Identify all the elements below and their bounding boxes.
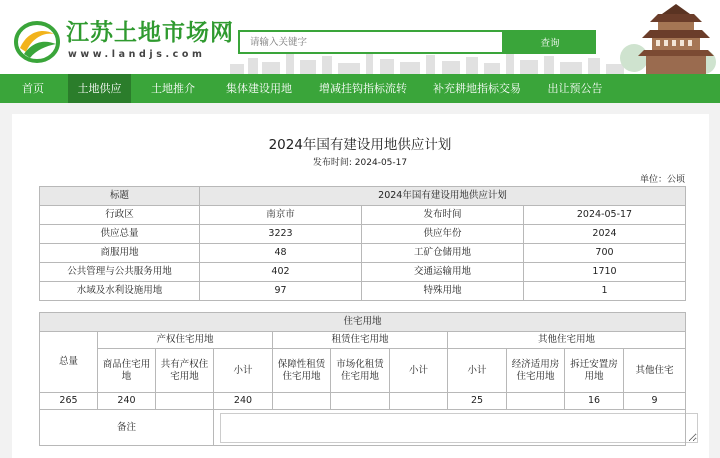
site-header (0, 0, 720, 74)
table-cell: 9 (624, 393, 686, 410)
table-row (40, 225, 686, 244)
column-header: 其他住宅 (624, 349, 686, 393)
column-header: 小计 (390, 349, 448, 393)
table-cell: 240 (214, 393, 273, 410)
table-row (40, 313, 686, 332)
table-cell: 交通运输用地 (362, 263, 524, 282)
table-row (40, 206, 686, 225)
housing-land-table (39, 312, 686, 446)
search-button[interactable]: 查询 (504, 30, 596, 54)
table-row (40, 244, 686, 263)
title-value-cell: 2024年国有建设用地供应计划 (200, 187, 686, 206)
site-title: 江苏土地市场网 (66, 20, 234, 46)
table-row (40, 349, 686, 393)
search-input[interactable] (238, 30, 504, 54)
site-url: www.landjs.com (68, 49, 206, 60)
main-nav (0, 74, 720, 103)
group-header-property: 产权住宅用地 (98, 332, 273, 349)
total-label-cell: 总量 (40, 332, 98, 393)
publish-date: 2024-05-17 (354, 158, 408, 168)
table-cell: 1710 (524, 263, 686, 282)
table-cell: 1 (524, 282, 686, 301)
table-cell (156, 393, 214, 410)
publish-label: 发布时间: (312, 158, 352, 168)
column-header: 拆迁安置房用地 (565, 349, 624, 393)
table-cell: 特殊用地 (362, 282, 524, 301)
column-header: 小计 (448, 349, 507, 393)
column-header: 小计 (214, 349, 273, 393)
table-cell: 南京市 (200, 206, 362, 225)
nav-item-collective-land[interactable]: 集体建设用地 (226, 82, 292, 95)
remark-cell (214, 410, 686, 446)
column-header: 经济适用房住宅用地 (507, 349, 565, 393)
table-cell: 240 (98, 393, 156, 410)
table-cell: 3223 (200, 225, 362, 244)
table-cell: 公共管理与公共服务用地 (40, 263, 200, 282)
table-row (40, 187, 686, 206)
table-cell: 供应总量 (40, 225, 200, 244)
column-header: 共有产权住宅用地 (156, 349, 214, 393)
table-cell (273, 393, 331, 410)
table-cell (390, 393, 448, 410)
group-header-other: 其他住宅用地 (448, 332, 686, 349)
column-header: 市场化租赁住宅用地 (331, 349, 390, 393)
table-cell: 16 (565, 393, 624, 410)
table-cell (331, 393, 390, 410)
nav-item-pre-announcement[interactable]: 出让预公告 (547, 82, 603, 95)
table-cell: 工矿仓储用地 (362, 244, 524, 263)
publish-info (0, 155, 720, 168)
page-title: 2024年国有建设用地供应计划 (268, 137, 452, 153)
table-cell: 2024-05-17 (524, 206, 686, 225)
table-cell: 水域及水利设施用地 (40, 282, 200, 301)
remark-textarea[interactable] (220, 413, 698, 443)
group-header-rental: 租赁住宅用地 (273, 332, 448, 349)
table-cell: 402 (200, 263, 362, 282)
pavilion-tower-image (604, 2, 720, 74)
unit-label: 单位：公顷 (639, 175, 685, 185)
site-logo-icon[interactable] (14, 20, 60, 64)
table-row (40, 332, 686, 349)
table-row (40, 410, 686, 446)
table-cell: 48 (200, 244, 362, 263)
table-cell: 700 (524, 244, 686, 263)
nav-item-home[interactable]: 首页 (22, 82, 44, 95)
nav-item-land-supply[interactable]: 土地供应 (68, 74, 131, 103)
table-row (40, 393, 686, 410)
table-cell: 商服用地 (40, 244, 200, 263)
table-row (40, 282, 686, 301)
housing-title-cell: 住宅用地 (40, 313, 686, 332)
table-cell: 25 (448, 393, 507, 410)
nav-item-land-promotion[interactable]: 土地推介 (151, 82, 195, 95)
nav-item-farmland-quota[interactable]: 补充耕地指标交易 (433, 82, 521, 95)
column-header: 商品住宅用地 (98, 349, 156, 393)
table-cell (507, 393, 565, 410)
table-cell: 97 (200, 282, 362, 301)
table-cell: 行政区 (40, 206, 200, 225)
title-label-cell: 标题 (40, 187, 200, 206)
table-cell: 发布时间 (362, 206, 524, 225)
table-cell: 供应年份 (362, 225, 524, 244)
table-cell: 2024 (524, 225, 686, 244)
table-cell: 265 (40, 393, 98, 410)
summary-table (39, 186, 686, 301)
nav-item-quota-transfer[interactable]: 增减挂钩指标流转 (319, 82, 407, 95)
table-row (40, 263, 686, 282)
remark-label-cell: 备注 (40, 410, 214, 446)
column-header: 保障性租赁住宅用地 (273, 349, 331, 393)
